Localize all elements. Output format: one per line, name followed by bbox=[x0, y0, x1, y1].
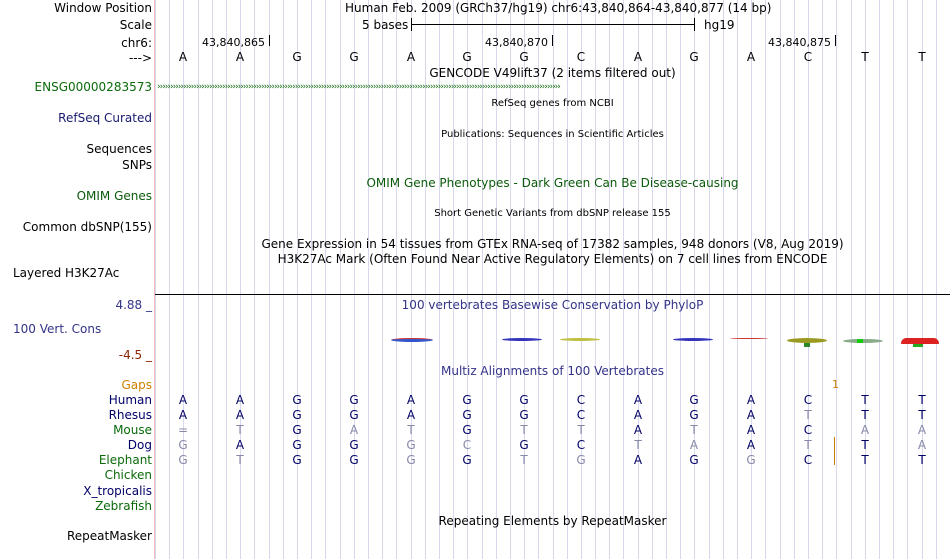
phylop-max-label: 4.88 _ bbox=[115, 298, 152, 312]
h3k27ac-track-title: H3K27Ac Mark (Often Found Near Active Regulatory Elements) on 7 cell lines from ENCODE bbox=[277, 252, 828, 266]
omim-track-label[interactable]: OMIM Genes bbox=[76, 189, 152, 203]
alignment-base-human: A bbox=[178, 393, 188, 407]
track-label-column bbox=[0, 0, 155, 559]
alignment-base-dog: A bbox=[235, 438, 245, 452]
alignment-base-rhesus: A bbox=[178, 408, 188, 422]
omim-track-title: OMIM Gene Phenotypes - Dark Green Can Be Disease-causing bbox=[366, 176, 739, 190]
refseq-track-title: RefSeq genes from NCBI bbox=[491, 98, 614, 109]
alignment-base-elephant: G bbox=[462, 453, 472, 467]
gencode-gene-label[interactable]: ENSG00000283573 bbox=[34, 80, 152, 94]
alignment-base-elephant: T bbox=[861, 453, 869, 467]
alignment-base-human: T bbox=[861, 393, 869, 407]
alignment-base-mouse: T bbox=[407, 423, 415, 437]
ruler-base: A bbox=[235, 50, 245, 64]
gap-line bbox=[834, 437, 835, 465]
alignment-base-mouse: G bbox=[292, 423, 302, 437]
alignment-base-mouse: = bbox=[177, 423, 189, 437]
alignment-base-rhesus: T bbox=[861, 408, 869, 422]
alignment-base-dog: G bbox=[406, 438, 416, 452]
scale-bar-start bbox=[411, 18, 412, 31]
alignment-base-dog: C bbox=[576, 438, 586, 452]
species-label-human: Human bbox=[108, 393, 152, 407]
alignment-base-human: T bbox=[918, 393, 926, 407]
alignment-base-dog: G bbox=[178, 438, 188, 452]
scale-bar bbox=[411, 24, 695, 25]
gencode-track-title: GENCODE V49lift37 (2 items filtered out) bbox=[429, 66, 676, 80]
species-label-dog: Dog bbox=[127, 438, 152, 452]
alignment-base-elephant: G bbox=[576, 453, 586, 467]
alignment-base-elephant: G bbox=[292, 453, 302, 467]
ruler-base: G bbox=[349, 50, 359, 64]
position-tick-mark-2 bbox=[552, 35, 553, 46]
phylop-mark-7b bbox=[857, 339, 863, 343]
scale-bar-end bbox=[694, 18, 695, 31]
position-tick-2: 43,840,870 bbox=[485, 36, 548, 49]
phylop-min-label: -4.5 _ bbox=[118, 348, 152, 362]
ruler-base: G bbox=[462, 50, 472, 64]
window-position-text: Human Feb. 2009 (GRCh37/hg19) chr6:43,840,864-43,840,877 (14 bp) bbox=[345, 1, 772, 15]
gencode-gene-feature[interactable]: ››››››››››››››››››››››››››››››››››››››››››››››››››››››››››››››››››››››››››››››››››››››››››››››››››››››››››››››››››››››››››››››››››››››››››››››››››››››››››› bbox=[157, 82, 560, 92]
scale-text: 5 bases bbox=[362, 18, 409, 32]
ruler-base: G bbox=[292, 50, 302, 64]
alignment-base-elephant: G bbox=[349, 453, 359, 467]
ruler-base: G bbox=[519, 50, 529, 64]
phylop-mark-5 bbox=[730, 338, 768, 339]
dbsnp-track-title: Short Genetic Variants from dbSNP release 155 bbox=[434, 208, 671, 219]
species-label-elephant: Elephant bbox=[98, 453, 152, 467]
alignment-base-rhesus: A bbox=[406, 408, 416, 422]
alignment-base-human: G bbox=[519, 393, 529, 407]
multiz-track-title: Multiz Alignments of 100 Vertebrates bbox=[440, 364, 665, 378]
alignment-base-rhesus: G bbox=[462, 408, 472, 422]
strand-label: ---> bbox=[128, 51, 152, 65]
alignment-base-elephant: C bbox=[803, 453, 813, 467]
track-display[interactable] bbox=[155, 0, 950, 559]
ruler-base: G bbox=[689, 50, 699, 64]
snps-track-label[interactable]: SNPs bbox=[122, 158, 152, 172]
species-label-rhesus: Rhesus bbox=[108, 408, 152, 422]
alignment-base-human: A bbox=[746, 393, 756, 407]
alignment-base-rhesus: G bbox=[519, 408, 529, 422]
refseq-track-label[interactable]: RefSeq Curated bbox=[58, 111, 152, 125]
gaps-count-mark: 1 bbox=[832, 378, 839, 391]
alignment-base-elephant: T bbox=[918, 453, 926, 467]
alignment-base-human: G bbox=[689, 393, 699, 407]
phylop-mark-2 bbox=[502, 338, 542, 341]
alignment-base-mouse: A bbox=[633, 423, 643, 437]
ruler-base: T bbox=[918, 50, 926, 64]
alignment-base-dog: G bbox=[519, 438, 529, 452]
alignment-base-rhesus: A bbox=[746, 408, 756, 422]
alignment-base-mouse: A bbox=[860, 423, 870, 437]
dbsnp-track-label[interactable]: Common dbSNP(155) bbox=[22, 220, 152, 234]
alignment-base-human: C bbox=[576, 393, 586, 407]
alignment-base-elephant: G bbox=[406, 453, 416, 467]
sequences-track-label[interactable]: Sequences bbox=[86, 142, 152, 156]
alignment-base-dog: T bbox=[634, 438, 642, 452]
phylop-mark-3 bbox=[560, 338, 600, 341]
phylop-mark-8b bbox=[913, 344, 923, 347]
alignment-base-human: A bbox=[406, 393, 416, 407]
alignment-base-mouse: T bbox=[236, 423, 244, 437]
alignment-base-elephant: T bbox=[236, 453, 244, 467]
ruler-base: C bbox=[803, 50, 813, 64]
position-tick-1: 43,840,865 bbox=[202, 36, 265, 49]
position-tick-mark-1 bbox=[269, 35, 270, 46]
alignment-base-rhesus: T bbox=[918, 408, 926, 422]
ruler-base: C bbox=[576, 50, 586, 64]
alignment-base-mouse: A bbox=[917, 423, 927, 437]
ruler-base: T bbox=[861, 50, 869, 64]
alignment-base-dog: T bbox=[861, 438, 869, 452]
alignment-base-elephant: A bbox=[633, 453, 643, 467]
phylop-mark-7 bbox=[843, 339, 883, 343]
alignment-base-human: G bbox=[292, 393, 302, 407]
alignment-base-mouse: T bbox=[577, 423, 585, 437]
gaps-label: Gaps bbox=[121, 378, 152, 392]
alignment-base-rhesus: G bbox=[292, 408, 302, 422]
species-label-zebrafish: Zebrafish bbox=[95, 499, 152, 513]
phylop-mark-1 bbox=[391, 338, 433, 342]
alignment-base-human: G bbox=[462, 393, 472, 407]
alignment-base-human: C bbox=[803, 393, 813, 407]
alignment-base-dog: C bbox=[462, 438, 472, 452]
scale-assembly: hg19 bbox=[704, 18, 735, 32]
alignment-base-mouse: T bbox=[520, 423, 528, 437]
chrom-label: chr6: bbox=[121, 36, 152, 50]
alignment-base-human: G bbox=[349, 393, 359, 407]
repeatmasker-track-title: Repeating Elements by RepeatMasker bbox=[438, 514, 667, 528]
alignment-base-dog: A bbox=[746, 438, 756, 452]
alignment-base-rhesus: G bbox=[349, 408, 359, 422]
alignment-base-dog: A bbox=[689, 438, 699, 452]
species-label-chicken: Chicken bbox=[104, 468, 152, 482]
alignment-base-elephant: G bbox=[178, 453, 188, 467]
position-tick-3: 43,840,875 bbox=[768, 36, 831, 49]
species-label-xtropicalis: X_tropicalis bbox=[83, 484, 152, 498]
h3k27ac-track-label[interactable]: Layered H3K27Ac bbox=[13, 266, 120, 280]
alignment-base-rhesus: T bbox=[804, 408, 812, 422]
ruler-base: A bbox=[633, 50, 643, 64]
alignment-base-mouse: C bbox=[803, 423, 813, 437]
alignment-base-elephant: G bbox=[746, 453, 756, 467]
phylop-mark-4 bbox=[673, 338, 713, 341]
ruler-base: A bbox=[746, 50, 756, 64]
alignment-base-human: A bbox=[633, 393, 643, 407]
phylop-track-title: 100 vertebrates Basewise Conservation by PhyloP bbox=[401, 298, 704, 312]
alignment-base-mouse: T bbox=[690, 423, 698, 437]
alignment-base-mouse: A bbox=[349, 423, 359, 437]
scale-label: Scale bbox=[119, 18, 152, 32]
alignment-base-dog: G bbox=[349, 438, 359, 452]
alignment-base-dog: G bbox=[292, 438, 302, 452]
gtex-track-title: Gene Expression in 54 tissues from GTEx RNA-seq of 17382 samples, 948 donors (V8, Aug 2019) bbox=[261, 237, 844, 251]
ruler-base: A bbox=[406, 50, 416, 64]
ruler-base: A bbox=[178, 50, 188, 64]
alignment-base-elephant: T bbox=[520, 453, 528, 467]
alignment-base-elephant: G bbox=[689, 453, 699, 467]
alignment-base-dog: T bbox=[804, 438, 812, 452]
alignment-base-rhesus: A bbox=[235, 408, 245, 422]
position-tick-mark-3 bbox=[835, 35, 836, 46]
phylop-mark-6b bbox=[804, 343, 810, 347]
cons-track-label[interactable]: 100 Vert. Cons bbox=[13, 322, 102, 336]
alignment-base-mouse: A bbox=[746, 423, 756, 437]
track-group-divider bbox=[155, 294, 950, 295]
alignment-base-human: A bbox=[235, 393, 245, 407]
alignment-base-rhesus: C bbox=[576, 408, 586, 422]
publications-track-title: Publications: Sequences in Scientific Articles bbox=[441, 129, 664, 140]
repeatmasker-track-label[interactable]: RepeatMasker bbox=[66, 529, 152, 543]
alignment-base-dog: A bbox=[917, 438, 927, 452]
alignment-base-rhesus: A bbox=[633, 408, 643, 422]
alignment-base-rhesus: G bbox=[689, 408, 699, 422]
species-label-mouse: Mouse bbox=[113, 423, 152, 437]
alignment-base-mouse: G bbox=[462, 423, 472, 437]
window-position-label: Window Position bbox=[54, 1, 152, 15]
